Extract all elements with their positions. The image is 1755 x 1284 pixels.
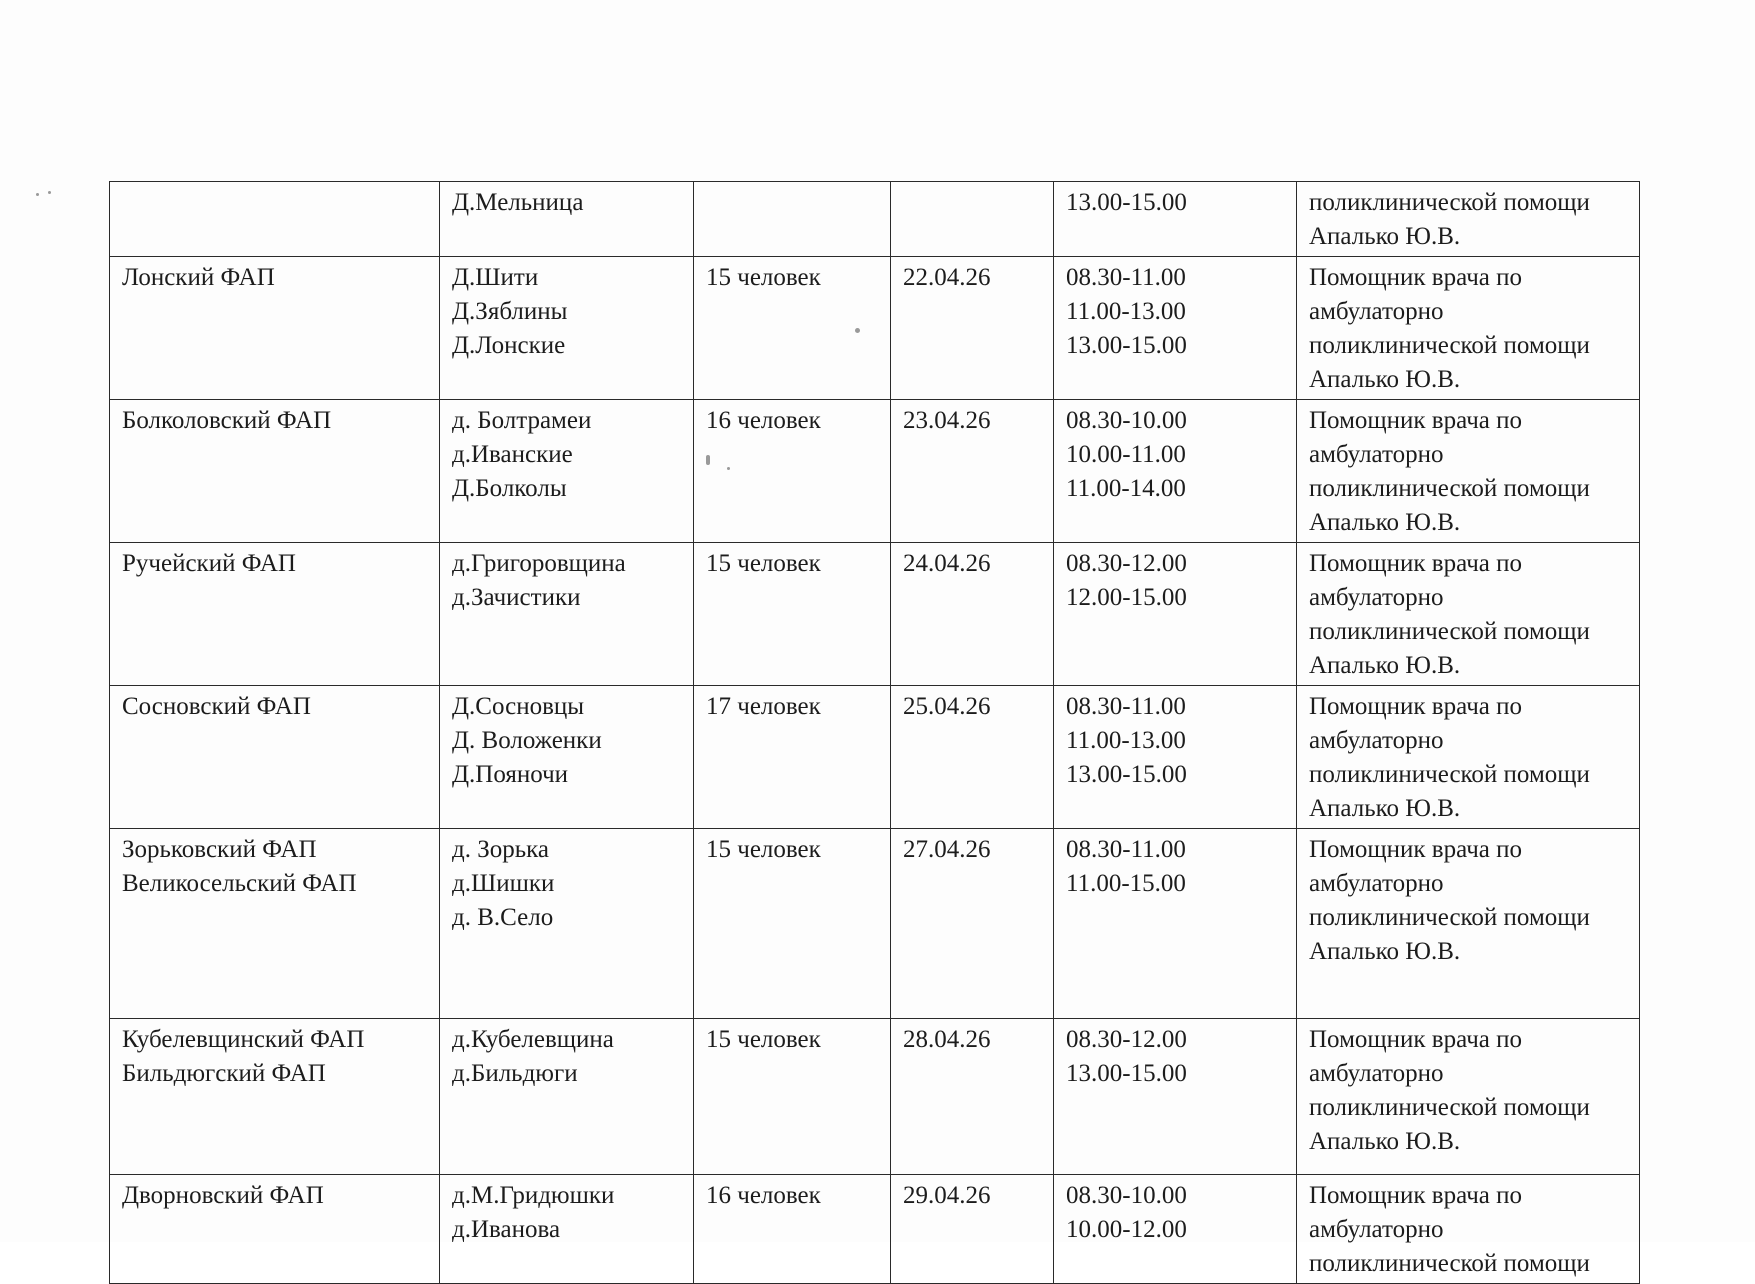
responsible-line: поликлинической помощи: [1309, 1094, 1590, 1121]
responsible-cell: [1297, 182, 1640, 257]
table-row: [110, 829, 1640, 1019]
times-cell: [1054, 1175, 1297, 1284]
count-value: 16 человек: [706, 1182, 821, 1209]
responsible-line: поликлинической помощи: [1309, 332, 1590, 359]
responsible-line: поликлинической помощи: [1309, 475, 1590, 502]
table-row: [110, 182, 1640, 257]
count-cell: [694, 1175, 891, 1284]
responsible-cell: [1297, 1175, 1640, 1284]
times-line: 13.00-15.00: [1066, 761, 1187, 788]
responsible-line: Помощник врача по: [1309, 407, 1523, 434]
times-cell: [1054, 686, 1297, 829]
villages-line: д. Болтрамеи: [452, 407, 592, 434]
responsible-line: Апалько Ю.В.: [1309, 1128, 1461, 1155]
times-line: 10.00-12.00: [1066, 1216, 1187, 1243]
count-value: 17 человек: [706, 693, 821, 720]
villages-line: д.Шишки: [452, 870, 555, 897]
times-line: 13.00-15.00: [1066, 1060, 1187, 1087]
villages-line: Д.Сосновцы: [452, 693, 585, 720]
responsible-line: Апалько Ю.В.: [1309, 938, 1461, 965]
schedule-table: [109, 181, 1640, 1284]
count-value: 15 человек: [706, 264, 821, 291]
date-value: 25.04.26: [903, 693, 991, 720]
responsible-cell: [1297, 543, 1640, 686]
responsible-line: Апалько Ю.В.: [1309, 652, 1461, 679]
fap-line: Дворновский ФАП: [122, 1182, 324, 1209]
responsible-cell: [1297, 829, 1640, 1019]
date-cell: [891, 1019, 1054, 1175]
fap-line: Сосновский ФАП: [122, 693, 311, 720]
responsible-line: амбулаторно: [1309, 870, 1444, 897]
fap-cell: [110, 1019, 440, 1175]
count-cell: [694, 400, 891, 543]
fap-line: Зорьковский ФАП: [122, 836, 317, 863]
villages-cell: [440, 182, 694, 257]
fap-cell: [110, 257, 440, 400]
count-value: 15 человек: [706, 1026, 821, 1053]
fap-cell: [110, 1175, 440, 1284]
fap-cell: [110, 543, 440, 686]
count-value: 16 человек: [706, 407, 821, 434]
scan-speck: [36, 193, 39, 196]
responsible-cell: [1297, 257, 1640, 400]
fap-cell: [110, 400, 440, 543]
fap-line: Лонский ФАП: [122, 264, 275, 291]
responsible-line: Помощник врача по: [1309, 1182, 1523, 1209]
villages-line: Д.Шити: [452, 264, 539, 291]
responsible-line: Помощник врача по: [1309, 550, 1523, 577]
responsible-line: поликлинической помощи: [1309, 761, 1590, 788]
times-line: 08.30-11.00: [1066, 693, 1186, 720]
villages-line: Д.Зяблины: [452, 298, 568, 325]
villages-cell: [440, 686, 694, 829]
responsible-line: Помощник врача по: [1309, 693, 1523, 720]
villages-cell: [440, 1019, 694, 1175]
villages-line: д.Кубелевщина: [452, 1026, 614, 1053]
fap-cell: [110, 829, 440, 1019]
count-cell: [694, 829, 891, 1019]
villages-cell: [440, 257, 694, 400]
times-line: 08.30-12.00: [1066, 1026, 1187, 1053]
responsible-line: амбулаторно: [1309, 441, 1444, 468]
responsible-line: Апалько Ю.В.: [1309, 223, 1461, 250]
count-cell: [694, 543, 891, 686]
fap-cell: [110, 182, 440, 257]
times-line: 08.30-10.00: [1066, 1182, 1187, 1209]
responsible-line: поликлинической помощи: [1309, 1250, 1590, 1277]
date-value: 24.04.26: [903, 550, 991, 577]
villages-cell: [440, 543, 694, 686]
date-cell: [891, 1175, 1054, 1284]
fap-line: Болколовский ФАП: [122, 407, 332, 434]
responsible-cell: [1297, 400, 1640, 543]
date-cell: [891, 182, 1054, 257]
villages-line: д. В.Село: [452, 904, 554, 931]
villages-line: д.Зачистики: [452, 584, 581, 611]
times-cell: [1054, 1019, 1297, 1175]
times-line: 13.00-15.00: [1066, 189, 1187, 216]
fap-cell: [110, 686, 440, 829]
table-row: [110, 1175, 1640, 1284]
date-cell: [891, 686, 1054, 829]
villages-line: д.Григоровщина: [452, 550, 626, 577]
times-cell: [1054, 257, 1297, 400]
responsible-line: поликлинической помощи: [1309, 618, 1590, 645]
times-line: 11.00-14.00: [1066, 475, 1186, 502]
fap-line: Кубелевщинский ФАП: [122, 1026, 365, 1053]
responsible-line: Помощник врача по: [1309, 836, 1523, 863]
villages-line: д.М.Гридюшки: [452, 1182, 615, 1209]
responsible-line: поликлинической помощи: [1309, 904, 1590, 931]
villages-line: д.Иванова: [452, 1216, 561, 1243]
villages-cell: [440, 829, 694, 1019]
count-value: 15 человек: [706, 550, 821, 577]
villages-line: Д.Мельница: [452, 189, 584, 216]
villages-line: Д.Болколы: [452, 475, 567, 502]
schedule-table-body: [110, 182, 1640, 1284]
table-row: [110, 686, 1640, 829]
responsible-line: Апалько Ю.В.: [1309, 509, 1461, 536]
times-cell: [1054, 543, 1297, 686]
times-line: 13.00-15.00: [1066, 332, 1187, 359]
responsible-line: поликлинической помощи: [1309, 189, 1590, 216]
scan-speck: [48, 191, 51, 194]
table-row: [110, 400, 1640, 543]
date-value: 23.04.26: [903, 407, 991, 434]
villages-line: Д. Воложенки: [452, 727, 602, 754]
responsible-line: Помощник врача по: [1309, 264, 1523, 291]
villages-line: д. Зорька: [452, 836, 550, 863]
responsible-line: амбулаторно: [1309, 1060, 1444, 1087]
date-cell: [891, 400, 1054, 543]
times-cell: [1054, 182, 1297, 257]
table-row: [110, 1019, 1640, 1175]
responsible-cell: [1297, 1019, 1640, 1175]
responsible-line: Апалько Ю.В.: [1309, 366, 1461, 393]
times-line: 08.30-12.00: [1066, 550, 1187, 577]
times-cell: [1054, 400, 1297, 543]
date-value: 27.04.26: [903, 836, 991, 863]
times-cell: [1054, 829, 1297, 1019]
times-line: 08.30-11.00: [1066, 836, 1186, 863]
count-cell: [694, 686, 891, 829]
responsible-line: амбулаторно: [1309, 727, 1444, 754]
times-line: 08.30-10.00: [1066, 407, 1187, 434]
responsible-line: амбулаторно: [1309, 1216, 1444, 1243]
villages-line: д.Иванские: [452, 441, 573, 468]
table-row: [110, 543, 1640, 686]
villages-cell: [440, 400, 694, 543]
villages-cell: [440, 1175, 694, 1284]
times-line: 12.00-15.00: [1066, 584, 1187, 611]
fap-line: Великосельский ФАП: [122, 870, 357, 897]
villages-line: Д.Пояночи: [452, 761, 569, 788]
responsible-line: амбулаторно: [1309, 584, 1444, 611]
count-cell: [694, 182, 891, 257]
date-value: 29.04.26: [903, 1182, 991, 1209]
times-line: 11.00-15.00: [1066, 870, 1186, 897]
times-line: 11.00-13.00: [1066, 727, 1186, 754]
responsible-line: Помощник врача по: [1309, 1026, 1523, 1053]
responsible-cell: [1297, 686, 1640, 829]
date-cell: [891, 543, 1054, 686]
date-value: 22.04.26: [903, 264, 991, 291]
count-cell: [694, 257, 891, 400]
count-cell: [694, 1019, 891, 1175]
responsible-line: Апалько Ю.В.: [1309, 795, 1461, 822]
count-value: 15 человек: [706, 836, 821, 863]
times-line: 08.30-11.00: [1066, 264, 1186, 291]
date-cell: [891, 257, 1054, 400]
villages-line: Д.Лонские: [452, 332, 566, 359]
times-line: 10.00-11.00: [1066, 441, 1186, 468]
times-line: 11.00-13.00: [1066, 298, 1186, 325]
date-value: 28.04.26: [903, 1026, 991, 1053]
table-row: [110, 257, 1640, 400]
fap-line: Ручейский ФАП: [122, 550, 296, 577]
responsible-line: амбулаторно: [1309, 298, 1444, 325]
date-cell: [891, 829, 1054, 1019]
villages-line: д.Бильдюги: [452, 1060, 578, 1087]
fap-line: Бильдюгский ФАП: [122, 1060, 326, 1087]
